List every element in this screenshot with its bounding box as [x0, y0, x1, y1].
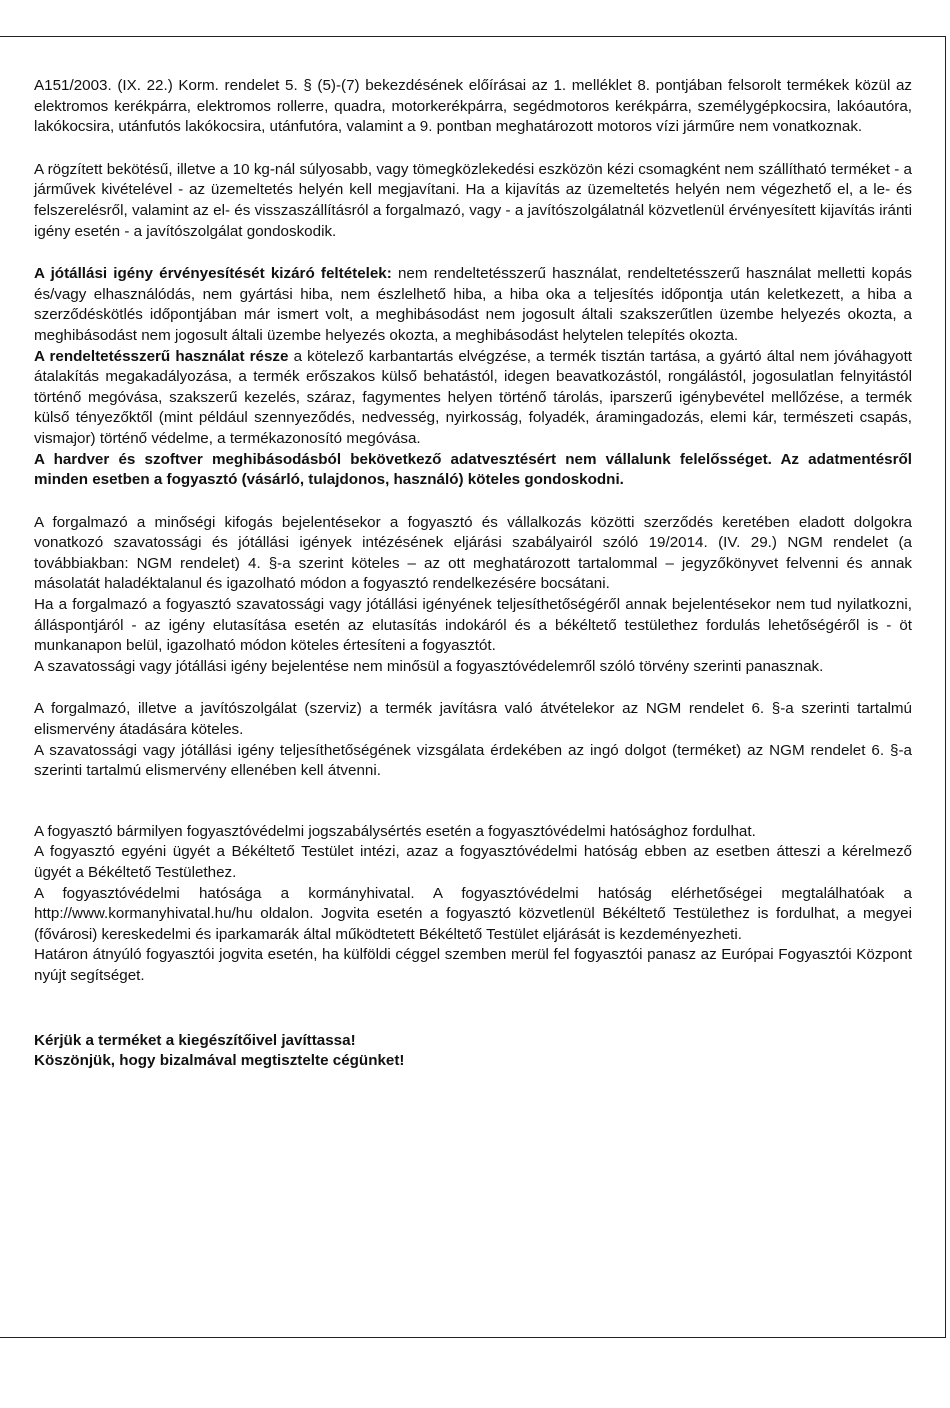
- top-rule: [0, 36, 946, 37]
- right-rule: [945, 36, 946, 1337]
- paragraph-data-loss-notice: A hardver és szoftver meghibásodásból bekövetkező adatvesztésért nem vállalunk felelősséget. Az adatmentésről minden esetben a fogyasztó (vásárló, tulajdonos, használó) köteles gondoskodni.: [34, 450, 912, 489]
- closing-line-repair: Kérjük a terméket a kiegészítőivel javíttassa!: [34, 1031, 356, 1049]
- paragraph-exemptions: A151/2003. (IX. 22.) Korm. rendelet 5. § (5)-(7) bekezdésének előírásai az 1. melléklet 8. pontjában felsorolt termékek közül az elektromos kerékpárra, elektromos rollerre, quadra, motorkerékpárra, segédmotoros kerékpárra, személygépkocsira, lakóautóra, lakókocsira, utánfutós lakókocsira, utánfutóra, valamint a 9. pontban meghatározott motoros vízi járműre nem vonatkoznak.: [34, 77, 912, 136]
- proper-use-text: a kötelező karbantartás elvégzése, a termék tisztán tartása, a gyártó által nem jóváhagyott átalakítás megakadályozása, a termék erőszakos külső behatástól, idegen beavatkozástól, rongálástól, jogosulatlan felnyitástól történő megóvása, szakszerű kezelés, száraz, fagymentes helyen történő tárolás, iparszerű igénybevétel mellőzése, a termék külső tényezőktől (mint például szennyeződés, nedvesség, nyirkosság, folyadék, áramingadozás, elemi kár, természeti csapás, vismajor) történő védelme, a termékazonosító megóvása.: [34, 347, 913, 447]
- bottom-rule: [0, 1337, 946, 1338]
- paragraph-conciliation-board: A fogyasztó egyéni ügyét a Békéltető Testület intézi, azaz a fogyasztóvédelmi hatóság ebben az esetben átteszi a kérelmező ügyét a Békéltető Testülethez.: [34, 843, 912, 881]
- paragraph-warranty-exclusions: [34, 264, 912, 346]
- paragraph-acceptance: A szavatossági vagy jótállási igény teljesíthetőségének vizsgálata érdekében az ingó dolgot (terméket) az NGM rendelet 6. §-a szerinti tartalmú elismervény ellenében kell átvenni.: [34, 741, 912, 780]
- paragraph-authority: A fogyasztó bármilyen fogyasztóvédelmi jogszabálysértés esetén a fogyasztóvédelmi hatósághoz fordulhat.: [34, 822, 756, 840]
- paragraph-notification: Ha a forgalmazó a fogyasztó szavatossági vagy jótállási igényének teljesíthetőségéről annak bejelentésekor nem tud nyilatkozni, álláspontjáról - az igény elutasítása esetén az elutasítás indokáról és a békéltető testülethez fordulás lehetőségéről is - öt munkanapon belül, igazolható módon köteles értesíteni a fogyasztót.: [34, 596, 912, 655]
- paragraph-receipt: A forgalmazó, illetve a javítószolgálat (szerviz) a termék javításra való átvételekor az NGM rendelet 6. §-a szerinti tartalmú elismervény átadására köteles.: [34, 700, 912, 739]
- paragraph-government-office: A fogyasztóvédelmi hatósága a kormányhivatal. A fogyasztóvédelmi hatóság elérhetőségei megtalálhatóak a http://www.kormanyhivatal.hu/hu oldalon. Jogvita esetén a fogyasztó közvetlenül Békéltető Testülethez is fordulhat, a megyei (fővárosi) kereskedelmi és iparkamarák által működtetett Békéltető Testület eljárását is kezdeményezheti.: [34, 884, 912, 943]
- proper-use-heading: A rendeltetésszerű használat része: [34, 347, 289, 365]
- paragraph-proper-use: [34, 347, 912, 450]
- paragraph-cross-border: Határon átnyúló fogyasztói jogvita esetén, ha külföldi céggel szemben merül fel fogyasztói panasz az Európai Fogyasztói Központ nyújt segítséget.: [34, 946, 912, 984]
- paragraph-quality-complaint: A forgalmazó a minőségi kifogás bejelentésekor a fogyasztó és vállalkozás közötti szerződés keretében eladott dolgokra vonatkozó szavatossági és jótállási igények intézésének eljárási szabályairól szóló 19/2014. (IV. 29.) NGM rendelet (a továbbiakban: NGM rendelet) 4. §-a szerint köteles – az ott meghatározott tartalommal – jegyzőkönyvet felvenni és annak másolatát haladéktalanul és igazolható módon a fogyasztó rendelkezésére bocsátani.: [34, 513, 912, 593]
- paragraph-not-complaint: A szavatossági vagy jótállási igény bejelentése nem minősül a fogyasztóvédelemről szóló törvény szerinti panasznak.: [34, 657, 824, 675]
- warranty-exclusions-text: nem rendeltetésszerű használat, rendeltetésszerű használat melletti kopás és/vagy elhasználódás, nem gyártási hiba, nem észlelhető hiba, a hiba oka a teljesítés időpontja után keletkezett, a hiba a szerződéskötlés időpontjában már ismert volt, a meghibásodást nem jogosult általi szakszerűtlen üzembe helyezés okozta, a meghibásodást nem jogosult általi üzembe helyezés okozta, a meghibásodást helytelen telepítés okozta.: [34, 265, 912, 344]
- paragraph-onsite-repair: A rögzített bekötésű, illetve a 10 kg-nál súlyosabb, vagy tömegközlekedési eszközön kézi csomagként nem szállítható terméket - a járművek kivételével - az üzemeltetés helyén kell megjavítani. Ha a kijavítás az üzemeltetés helyén nem végezhető el, a le- és felszerelésről, valamint az el- és visszaszállításról a forgalmazó, vagy - a javítószolgálatnál közvetlenül érvényesített kijavítás iránti igény esetén - a javítószolgálat gondoskodik.: [34, 160, 912, 240]
- warranty-exclusions-heading: A jótállási igény érvényesítését kizáró feltételek:: [34, 265, 392, 283]
- closing-block: [34, 1031, 912, 1072]
- document-body: [34, 76, 912, 1072]
- closing-line-thanks: Köszönjük, hogy bizalmával megtisztelte cégünket!: [34, 1052, 405, 1070]
